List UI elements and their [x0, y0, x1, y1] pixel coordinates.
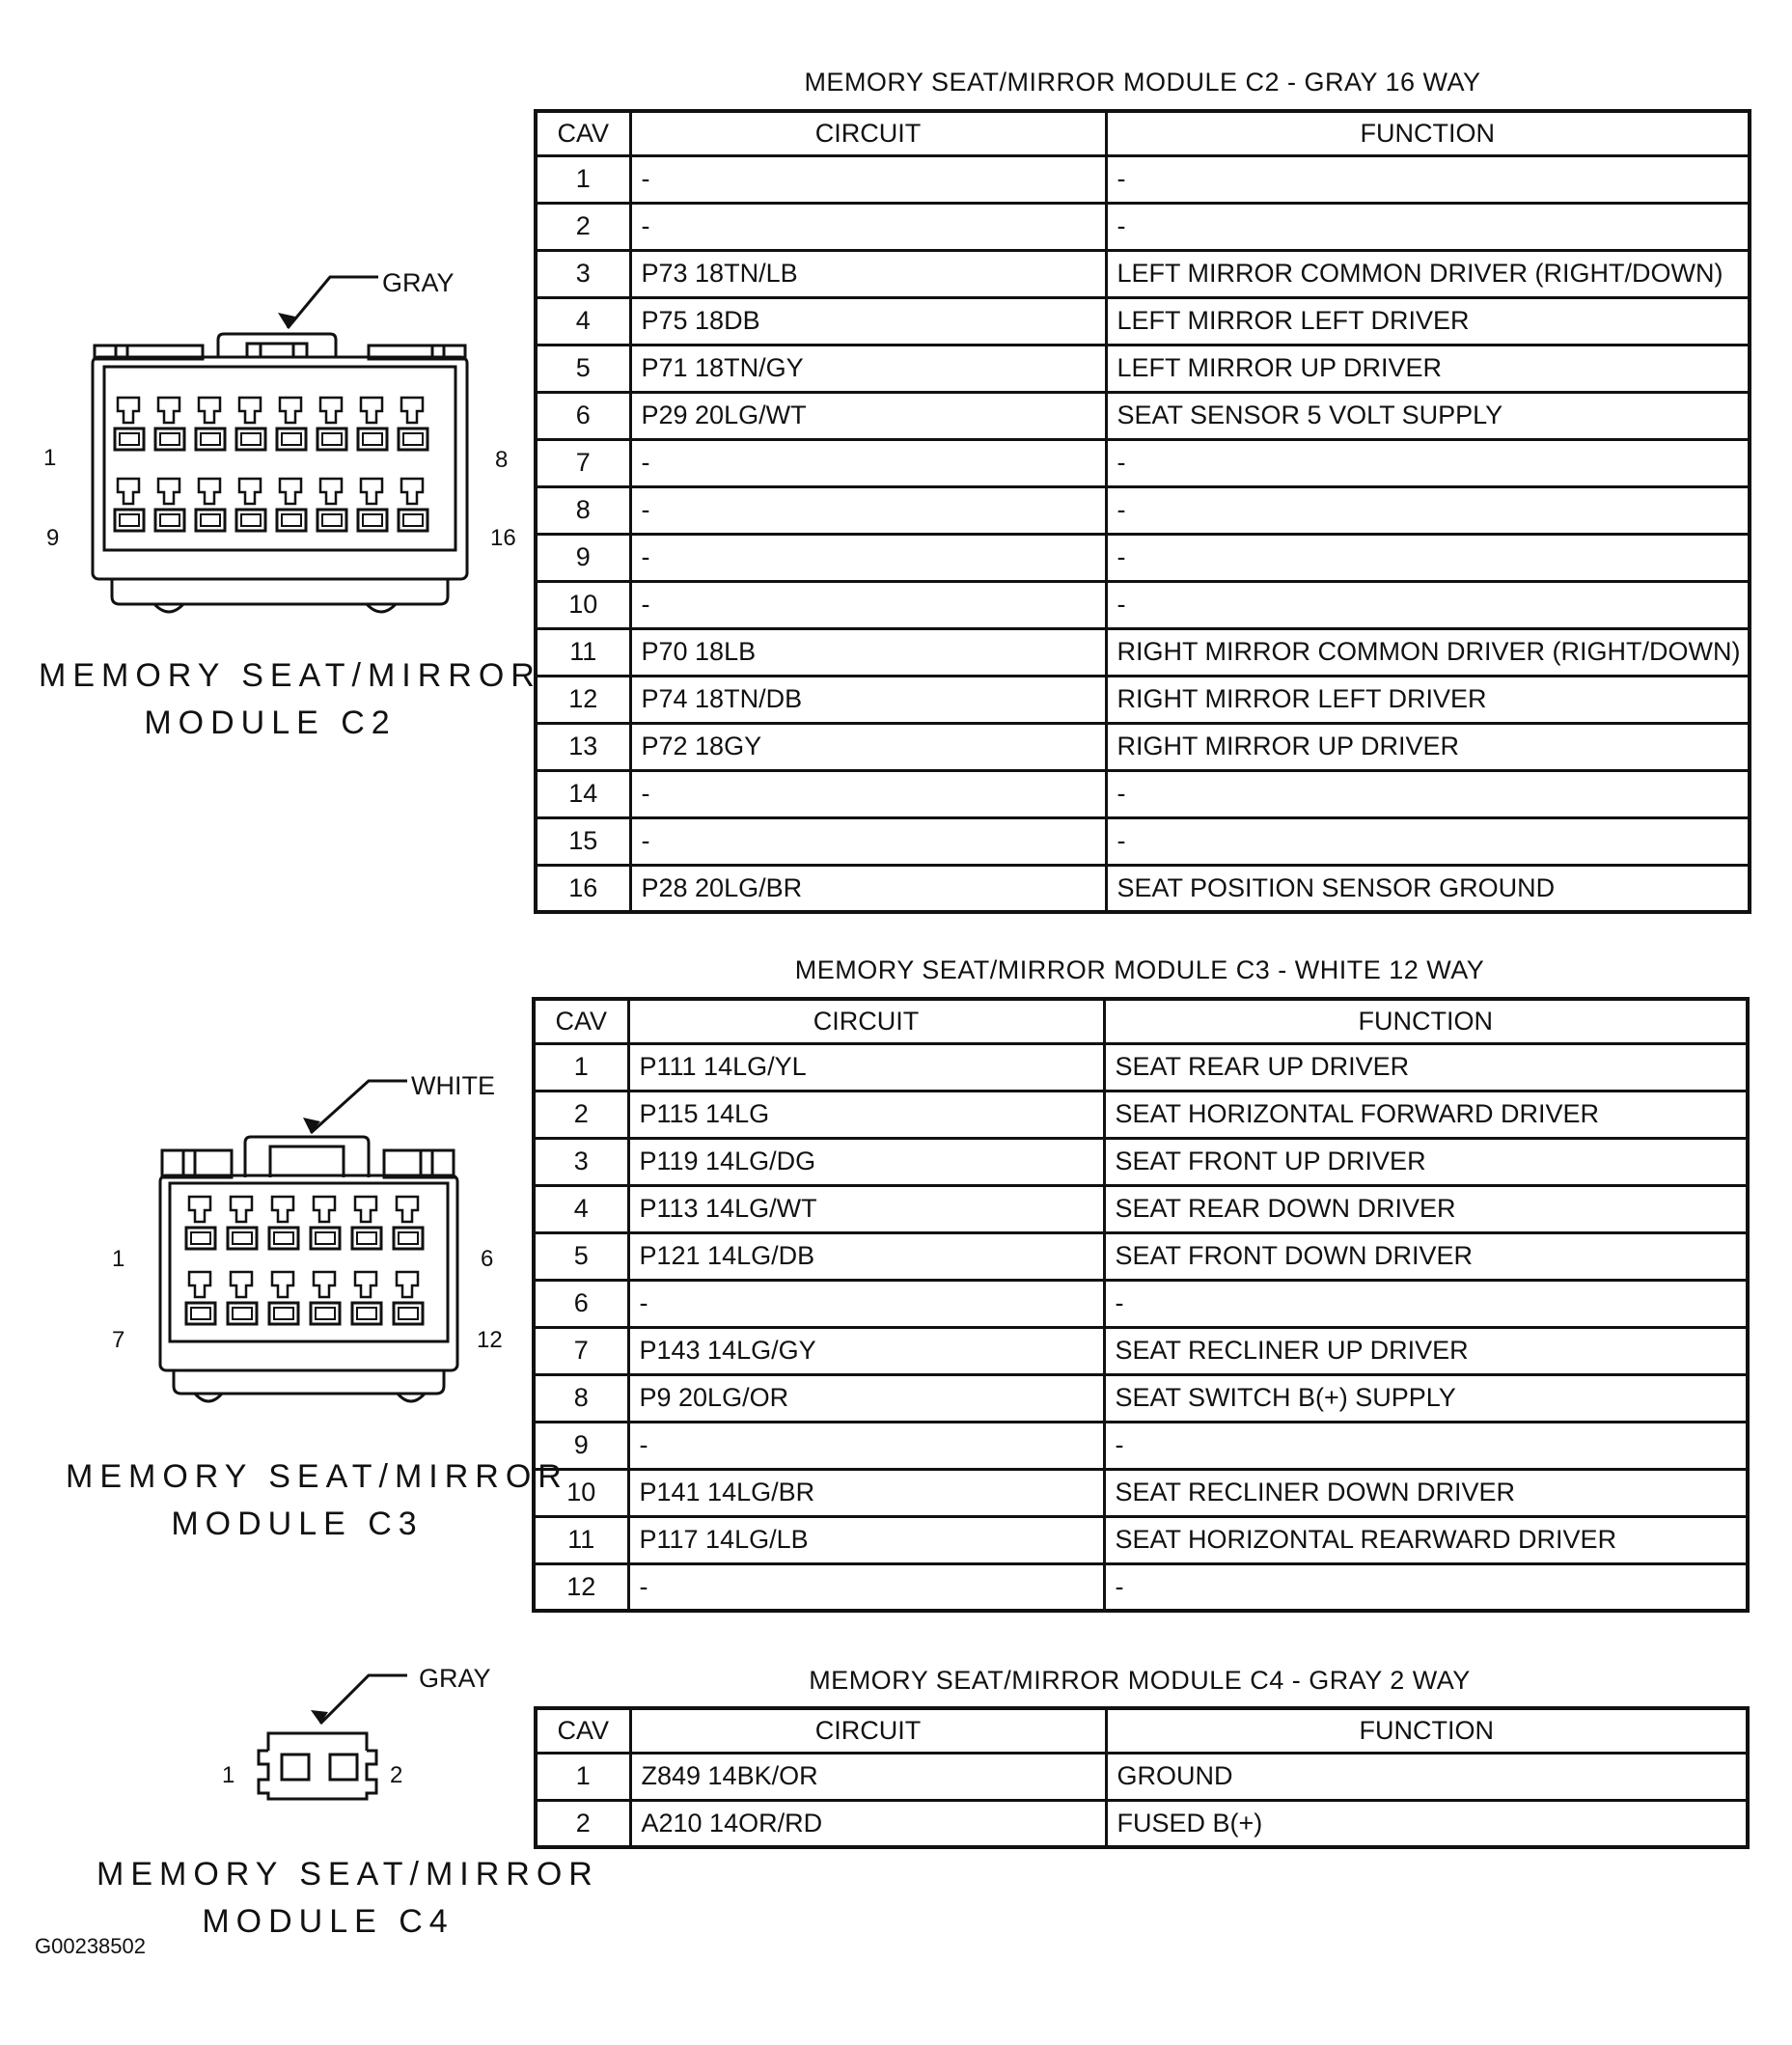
- header-circuit: CIRCUIT: [630, 111, 1106, 155]
- cav-cell: 14: [536, 770, 630, 817]
- connector-name-line2: MODULE C4: [202, 1903, 455, 1940]
- pin-number-label: 1: [43, 445, 57, 471]
- header-function: FUNCTION: [1106, 1708, 1748, 1753]
- connector-color-label-c3: WHITE: [411, 1071, 495, 1100]
- circuit-cell: -: [630, 770, 1106, 817]
- circuit-cell: -: [630, 486, 1106, 534]
- terminal-latch-icon: [239, 479, 261, 504]
- function-cell: SEAT HORIZONTAL FORWARD DRIVER: [1104, 1091, 1748, 1138]
- cav-cell: 12: [536, 676, 630, 723]
- terminal-latch-icon: [314, 1272, 335, 1297]
- function-cell: -: [1106, 817, 1750, 865]
- terminal-latch-icon: [401, 398, 423, 423]
- table-row: [536, 581, 1750, 628]
- table-row: [536, 392, 1750, 439]
- cav-cell: 9: [536, 534, 630, 581]
- cav-cell: 9: [534, 1422, 628, 1469]
- function-cell: LEFT MIRROR UP DRIVER: [1106, 345, 1750, 392]
- cavity-slot-inner: [274, 1308, 293, 1319]
- table-row: [536, 297, 1750, 345]
- cavity-slot-inner: [357, 1308, 376, 1319]
- function-cell: SEAT SWITCH B(+) SUPPLY: [1104, 1374, 1748, 1422]
- circuit-cell: -: [630, 439, 1106, 486]
- pin-number-label: 7: [112, 1327, 125, 1353]
- table-row: [536, 203, 1750, 250]
- table-row: [534, 1374, 1748, 1422]
- circuit-cell: -: [630, 203, 1106, 250]
- cav-cell: 7: [534, 1327, 628, 1374]
- cav-cell: 5: [534, 1232, 628, 1280]
- connector-name-c4: [96, 1851, 599, 1946]
- circuit-cell: P121 14LG/DB: [628, 1232, 1104, 1280]
- function-cell: SEAT RECLINER DOWN DRIVER: [1104, 1469, 1748, 1516]
- terminal-latch-icon: [361, 479, 382, 504]
- circuit-cell: P141 14LG/BR: [628, 1469, 1104, 1516]
- function-cell: -: [1104, 1563, 1748, 1611]
- cavity-slot-inner: [322, 514, 342, 526]
- circuit-cell: P115 14LG: [628, 1091, 1104, 1138]
- function-cell: SEAT REAR UP DRIVER: [1104, 1043, 1748, 1091]
- cav-cell: 10: [536, 581, 630, 628]
- table-body-c2: [536, 155, 1750, 912]
- pin-number-label: 2: [390, 1762, 403, 1788]
- circuit-cell: -: [628, 1280, 1104, 1327]
- cavity-slot-inner: [399, 1232, 418, 1244]
- cavity-slot-inner: [282, 433, 301, 445]
- function-cell: -: [1106, 439, 1750, 486]
- figure-id: G00238502: [35, 1934, 146, 1958]
- terminal-latch-icon: [280, 479, 301, 504]
- terminal-latch-icon: [320, 398, 342, 423]
- table-header-row: [536, 111, 1750, 155]
- cav-cell: 1: [536, 1753, 630, 1800]
- table-row: [536, 534, 1750, 581]
- table-header-row: [536, 1708, 1748, 1753]
- circuit-cell: P29 20LG/WT: [630, 392, 1106, 439]
- terminal-latch-icon: [397, 1197, 418, 1222]
- function-cell: GROUND: [1106, 1753, 1748, 1800]
- circuit-cell: -: [630, 155, 1106, 203]
- function-cell: LEFT MIRROR COMMON DRIVER (RIGHT/DOWN): [1106, 250, 1750, 297]
- circuit-cell: P119 14LG/DG: [628, 1138, 1104, 1185]
- terminal-latch-icon: [199, 479, 220, 504]
- circuit-cell: P74 18TN/DB: [630, 676, 1106, 723]
- cavity-slot-inner: [201, 433, 220, 445]
- cav-cell: 10: [534, 1469, 628, 1516]
- cavity-slot-inner: [282, 514, 301, 526]
- terminal-latch-icon: [189, 1197, 210, 1222]
- circuit-cell: P72 18GY: [630, 723, 1106, 770]
- table-row: [534, 1469, 1748, 1516]
- header-cav: CAV: [536, 111, 630, 155]
- function-cell: FUSED B(+): [1106, 1800, 1748, 1847]
- table-title-c2: MEMORY SEAT/MIRROR MODULE C2 - GRAY 16 WAY: [804, 68, 1481, 97]
- table-row: [536, 1800, 1748, 1847]
- function-cell: -: [1106, 534, 1750, 581]
- table-row: [534, 1043, 1748, 1091]
- terminal-latch-icon: [320, 479, 342, 504]
- function-cell: SEAT FRONT DOWN DRIVER: [1104, 1232, 1748, 1280]
- table-row: [534, 1422, 1748, 1469]
- terminal-latch-icon: [272, 1272, 293, 1297]
- pin-number-label: 1: [222, 1762, 235, 1788]
- table-header-row: [534, 999, 1748, 1043]
- cav-cell: 2: [536, 1800, 630, 1847]
- terminal-latch-icon: [314, 1197, 335, 1222]
- terminal-latch-icon: [199, 398, 220, 423]
- table-row: [536, 155, 1750, 203]
- table-row: [534, 1232, 1748, 1280]
- function-cell: -: [1104, 1422, 1748, 1469]
- cav-cell: 13: [536, 723, 630, 770]
- table-row: [536, 865, 1750, 912]
- connector-name-line1: MEMORY SEAT/MIRROR: [96, 1856, 599, 1893]
- circuit-cell: Z849 14BK/OR: [630, 1753, 1106, 1800]
- cavity-slot-inner: [233, 1308, 252, 1319]
- function-cell: -: [1106, 770, 1750, 817]
- cavity-slot-inner: [363, 433, 382, 445]
- circuit-cell: P117 14LG/LB: [628, 1516, 1104, 1563]
- function-cell: SEAT HORIZONTAL REARWARD DRIVER: [1104, 1516, 1748, 1563]
- terminal-latch-icon: [158, 479, 179, 504]
- table-row: [534, 1563, 1748, 1611]
- cavity-slot-inner: [241, 433, 261, 445]
- table-body-c3: [534, 1043, 1748, 1611]
- header-circuit: CIRCUIT: [628, 999, 1104, 1043]
- cav-cell: 12: [534, 1563, 628, 1611]
- function-cell: -: [1106, 203, 1750, 250]
- cav-cell: 11: [536, 628, 630, 676]
- header-function: FUNCTION: [1104, 999, 1748, 1043]
- connector-c4-diagram: [241, 1666, 434, 1810]
- terminal-latch-icon: [118, 479, 139, 504]
- terminal-latch-icon: [361, 398, 382, 423]
- circuit-cell: A210 14OR/RD: [630, 1800, 1106, 1847]
- cav-cell: 8: [536, 486, 630, 534]
- pin-number-label: 16: [490, 525, 516, 551]
- connector-name-line1: MEMORY SEAT/MIRROR: [66, 1458, 568, 1495]
- table-title-c3: MEMORY SEAT/MIRROR MODULE C3 - WHITE 12 WAY: [794, 955, 1485, 984]
- circuit-cell: P71 18TN/GY: [630, 345, 1106, 392]
- cav-cell: 3: [534, 1138, 628, 1185]
- connector-name-line1: MEMORY SEAT/MIRROR: [39, 657, 541, 694]
- table-row: [534, 1280, 1748, 1327]
- terminal-latch-icon: [397, 1272, 418, 1297]
- table-row: [534, 1091, 1748, 1138]
- circuit-cell: P111 14LG/YL: [628, 1043, 1104, 1091]
- cavity-slot-inner: [403, 514, 423, 526]
- cavity-slot-inner: [274, 1232, 293, 1244]
- table-row: [536, 439, 1750, 486]
- function-cell: SEAT SENSOR 5 VOLT SUPPLY: [1106, 392, 1750, 439]
- table-title-c4: MEMORY SEAT/MIRROR MODULE C4 - GRAY 2 WAY: [809, 1666, 1471, 1695]
- cavity-slot-inner: [363, 514, 382, 526]
- cavity-slot-inner: [316, 1308, 335, 1319]
- circuit-cell: P143 14LG/GY: [628, 1327, 1104, 1374]
- pin-number-label: 8: [495, 447, 509, 473]
- cavity-slot-inner: [322, 433, 342, 445]
- pin-number-label: 1: [112, 1246, 125, 1272]
- terminal-latch-icon: [401, 479, 423, 504]
- cav-cell: 4: [534, 1185, 628, 1232]
- circuit-cell: P28 20LG/BR: [630, 865, 1106, 912]
- cav-cell: 5: [536, 345, 630, 392]
- cavity-slot-inner: [160, 514, 179, 526]
- terminal-latch-icon: [231, 1197, 252, 1222]
- cav-cell: 1: [534, 1043, 628, 1091]
- table-row: [536, 1753, 1748, 1800]
- cavity-slot-inner: [403, 433, 423, 445]
- terminal-latch-icon: [118, 398, 139, 423]
- pin-number-label: 9: [46, 525, 60, 551]
- table-row: [536, 817, 1750, 865]
- cavity-slot-inner: [316, 1232, 335, 1244]
- function-cell: SEAT POSITION SENSOR GROUND: [1106, 865, 1750, 912]
- cavity-slot-inner: [241, 514, 261, 526]
- cavity-slot-inner: [191, 1308, 210, 1319]
- cav-cell: 7: [536, 439, 630, 486]
- cavity-slot-inner: [201, 514, 220, 526]
- cav-cell: 8: [534, 1374, 628, 1422]
- cav-cell: 6: [534, 1280, 628, 1327]
- connector-c2-diagram: [77, 270, 482, 627]
- terminal-latch-icon: [189, 1272, 210, 1297]
- header-circuit: CIRCUIT: [630, 1708, 1106, 1753]
- circuit-cell: P70 18LB: [630, 628, 1106, 676]
- table-row: [536, 770, 1750, 817]
- table-row: [534, 1327, 1748, 1374]
- pinout-table-c3: [532, 997, 1750, 1613]
- table-row: [536, 345, 1750, 392]
- function-cell: -: [1106, 155, 1750, 203]
- table-body-c4: [536, 1753, 1748, 1847]
- header-cav: CAV: [536, 1708, 630, 1753]
- function-cell: LEFT MIRROR LEFT DRIVER: [1106, 297, 1750, 345]
- cavity-slot-inner: [233, 1232, 252, 1244]
- cavity-slot-inner: [120, 514, 139, 526]
- table-row: [534, 1516, 1748, 1563]
- table-row: [536, 250, 1750, 297]
- connector-name-c3: [66, 1453, 568, 1548]
- header-cav: CAV: [534, 999, 628, 1043]
- connector-name-line2: MODULE C2: [144, 705, 397, 741]
- cav-cell: 11: [534, 1516, 628, 1563]
- circuit-cell: -: [628, 1563, 1104, 1611]
- cav-cell: 4: [536, 297, 630, 345]
- terminal-latch-icon: [239, 398, 261, 423]
- cavity-slot-inner: [191, 1232, 210, 1244]
- table-row: [536, 676, 1750, 723]
- terminal-latch-icon: [355, 1272, 376, 1297]
- circuit-cell: -: [630, 817, 1106, 865]
- cav-cell: 6: [536, 392, 630, 439]
- table-row: [534, 1185, 1748, 1232]
- cav-cell: 16: [536, 865, 630, 912]
- pinout-table-c2: [534, 109, 1751, 914]
- cav-cell: 1: [536, 155, 630, 203]
- circuit-cell: -: [628, 1422, 1104, 1469]
- function-cell: RIGHT MIRROR COMMON DRIVER (RIGHT/DOWN): [1106, 628, 1750, 676]
- table-row: [534, 1138, 1748, 1185]
- cav-cell: 3: [536, 250, 630, 297]
- terminal-latch-icon: [158, 398, 179, 423]
- terminal-latch-icon: [231, 1272, 252, 1297]
- function-cell: RIGHT MIRROR UP DRIVER: [1106, 723, 1750, 770]
- function-cell: -: [1104, 1280, 1748, 1327]
- circuit-cell: P9 20LG/OR: [628, 1374, 1104, 1422]
- circuit-cell: P73 18TN/LB: [630, 250, 1106, 297]
- terminal-latch-icon: [355, 1197, 376, 1222]
- terminal-latch-icon: [272, 1197, 293, 1222]
- cav-cell: 15: [536, 817, 630, 865]
- function-cell: RIGHT MIRROR LEFT DRIVER: [1106, 676, 1750, 723]
- cavity-slot-inner: [357, 1232, 376, 1244]
- function-cell: SEAT REAR DOWN DRIVER: [1104, 1185, 1748, 1232]
- connector-color-label-c4: GRAY: [419, 1664, 491, 1693]
- cav-cell: 2: [536, 203, 630, 250]
- pinout-table-c4: [534, 1706, 1750, 1849]
- connector-name-line2: MODULE C3: [171, 1506, 424, 1542]
- connector-name-c2: [39, 652, 541, 747]
- cavity-slot-inner: [120, 433, 139, 445]
- terminal-latch-icon: [280, 398, 301, 423]
- cav-cell: 2: [534, 1091, 628, 1138]
- circuit-cell: -: [630, 534, 1106, 581]
- connector-color-label-c2: GRAY: [382, 268, 455, 297]
- function-cell: -: [1106, 486, 1750, 534]
- function-cell: SEAT FRONT UP DRIVER: [1104, 1138, 1748, 1185]
- cavity-slot-inner: [399, 1308, 418, 1319]
- circuit-cell: P75 18DB: [630, 297, 1106, 345]
- cavity-slot-inner: [160, 433, 179, 445]
- circuit-cell: P113 14LG/WT: [628, 1185, 1104, 1232]
- table-row: [536, 486, 1750, 534]
- circuit-cell: -: [630, 581, 1106, 628]
- function-cell: -: [1106, 581, 1750, 628]
- connector-c3-diagram: [145, 1071, 473, 1419]
- function-cell: SEAT RECLINER UP DRIVER: [1104, 1327, 1748, 1374]
- header-function: FUNCTION: [1106, 111, 1750, 155]
- table-row: [536, 628, 1750, 676]
- table-row: [536, 723, 1750, 770]
- pin-number-label: 6: [481, 1246, 494, 1272]
- pin-number-label: 12: [477, 1327, 503, 1353]
